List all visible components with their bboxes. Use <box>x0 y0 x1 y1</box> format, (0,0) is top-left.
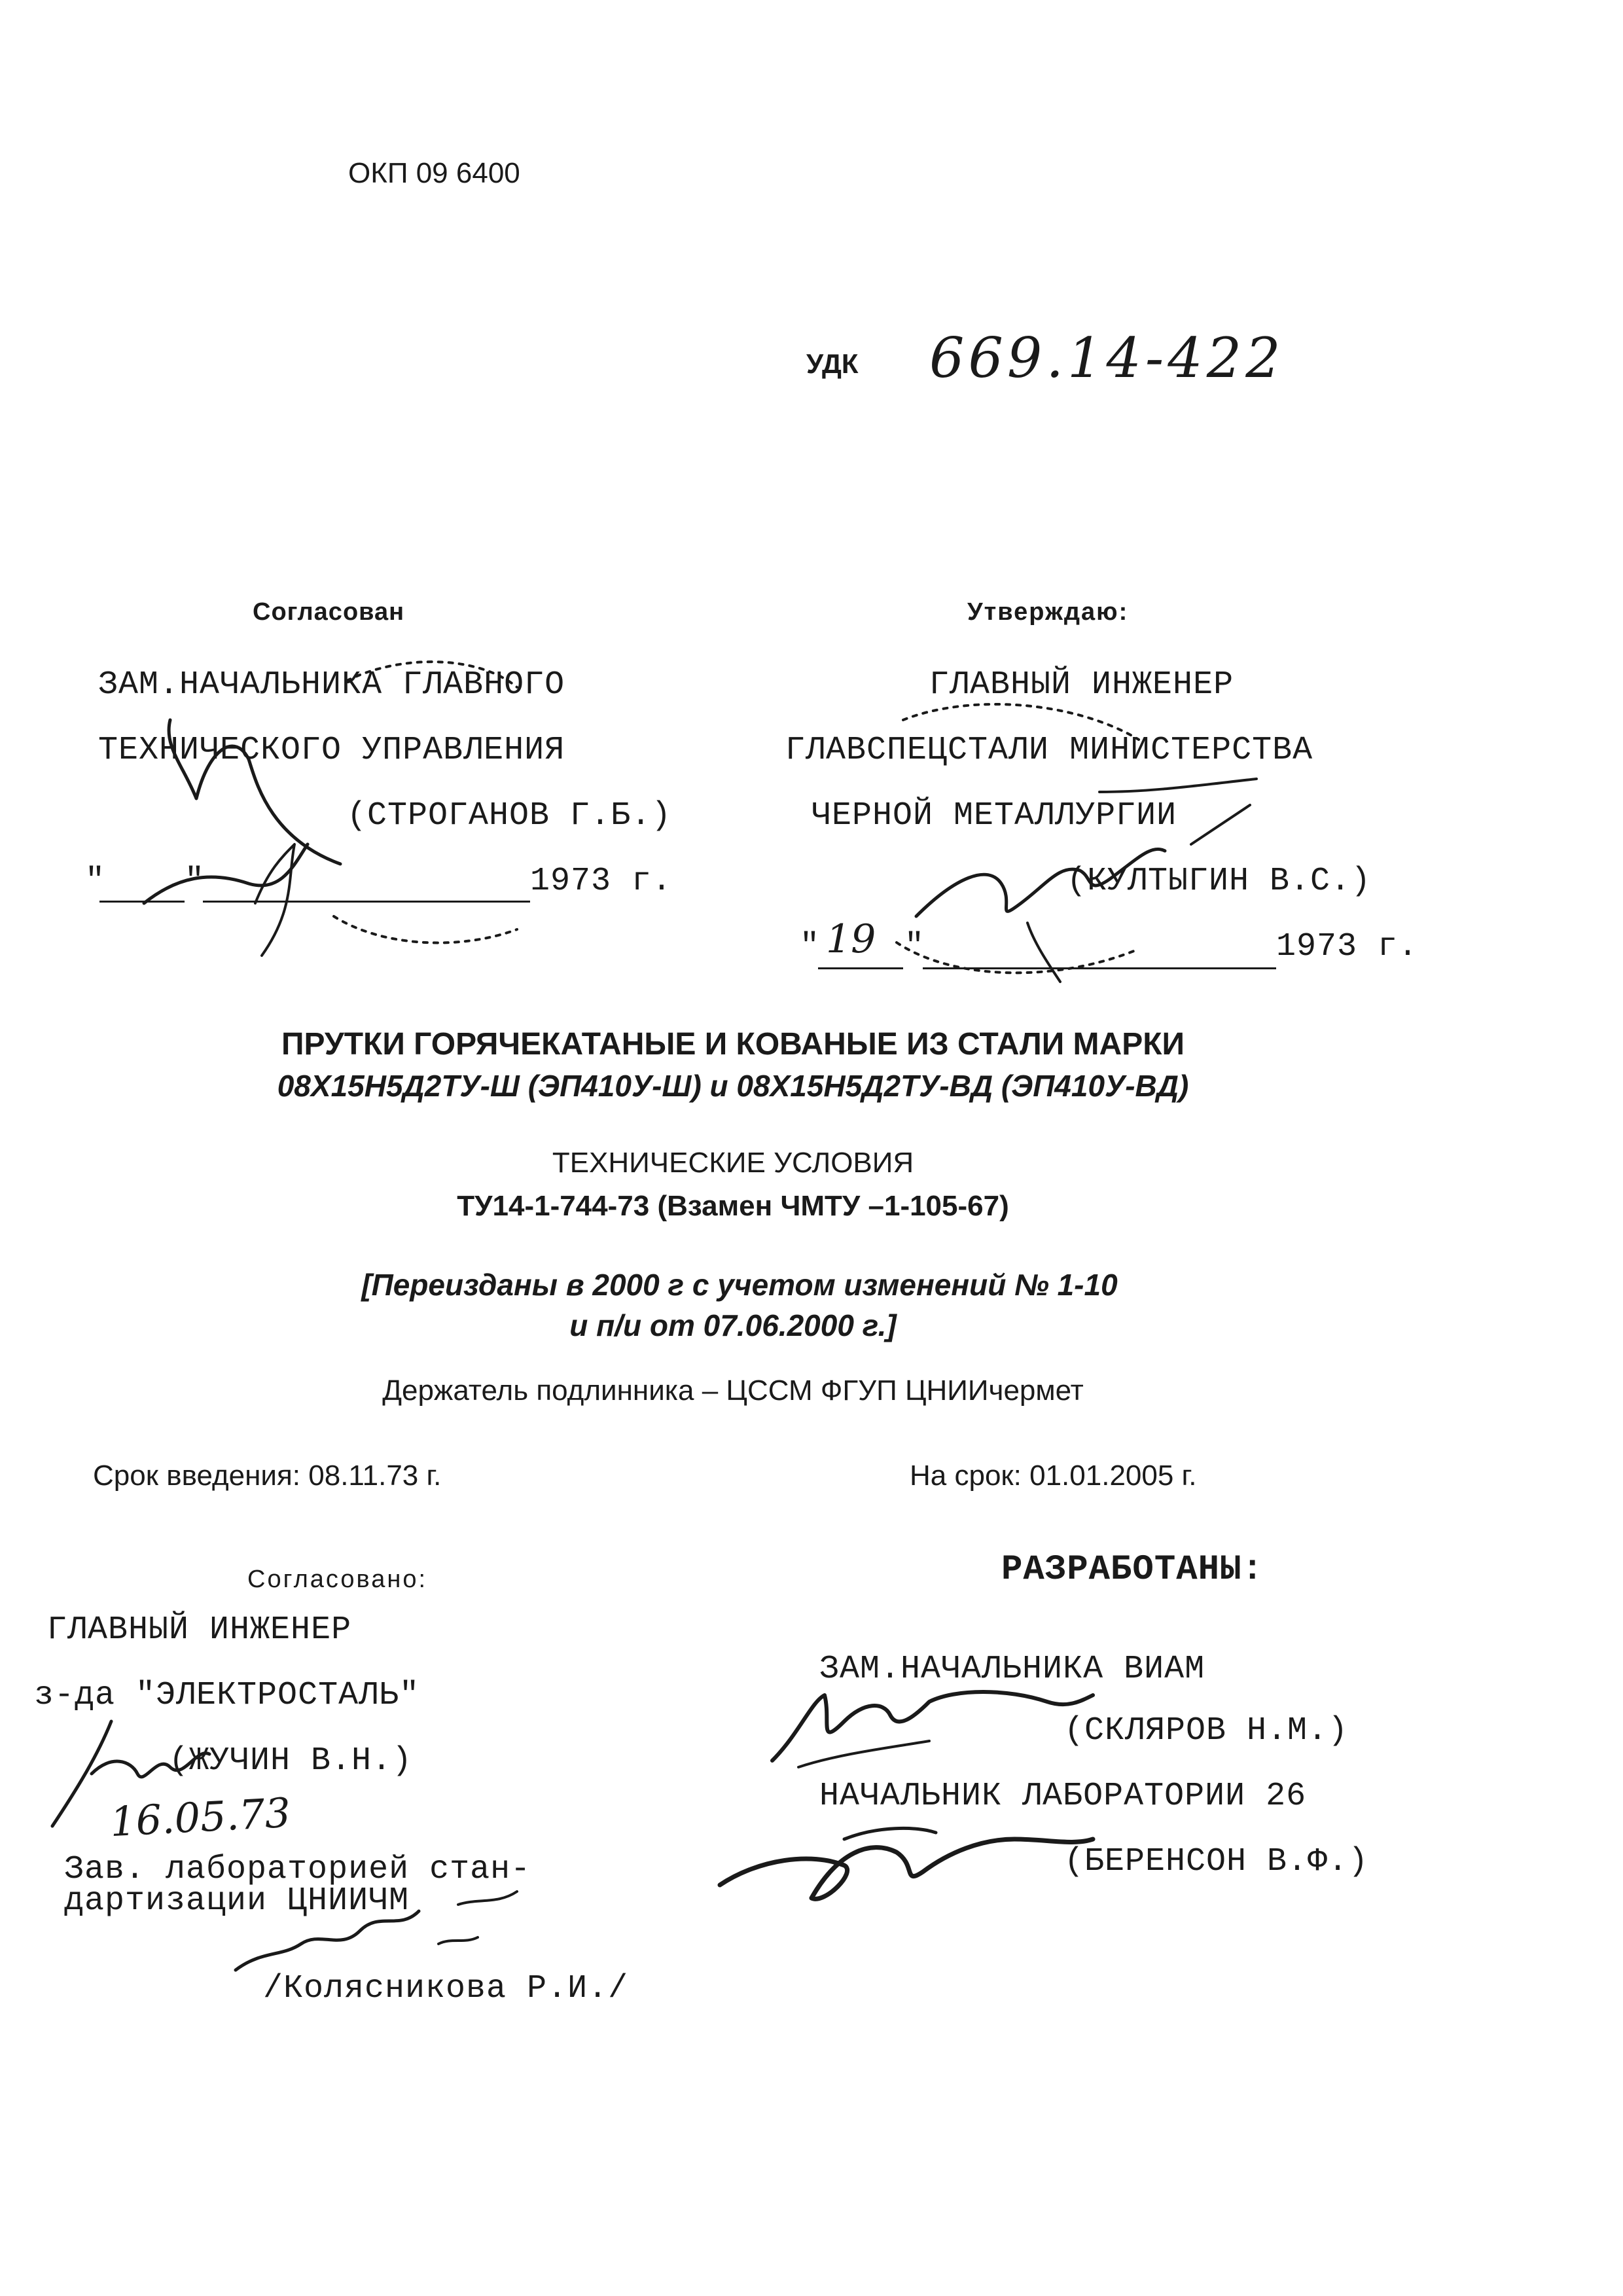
reissue-note-line2: и п/и от 07.06.2000 г.] <box>569 1308 897 1342</box>
top-right-date-open-quote: " <box>800 928 821 965</box>
bottom-right-name1: (СКЛЯРОВ Н.М.) <box>1064 1712 1349 1749</box>
effective-date: Срок введения: 08.11.73 г. <box>93 1460 442 1492</box>
bottom-left-lab-line2: дартизации ЦНИИЧМ <box>64 1882 410 1920</box>
bottom-left-handwritten-date: 16.05.73 <box>109 1788 292 1846</box>
udk-label: УДК <box>806 348 859 379</box>
validity-term: На срок: 01.01.2005 г. <box>910 1460 1197 1492</box>
bottom-right-line2: НАЧАЛЬНИК ЛАБОРАТОРИИ 26 <box>819 1778 1307 1815</box>
reissue-note-line1: [Переизданы в 2000 г с учетом изменений № 1-10 <box>361 1268 1118 1302</box>
top-right-signature-icon <box>903 766 1270 988</box>
bottom-left-line1: ГЛАВНЫЙ ИНЖЕНЕР <box>47 1611 352 1649</box>
top-left-name: (СТРОГАНОВ Г.Б.) <box>347 797 672 834</box>
udk-value: 669.14-422 <box>929 326 1285 390</box>
top-left-heading: Согласован <box>253 598 405 626</box>
document-number: ТУ14-1-744-73 (Взамен ЧМТУ –1-105-67) <box>457 1190 1009 1222</box>
top-left-signature-icon <box>124 707 399 956</box>
top-left-line2: ТЕХНИЧЕСКОГО УПРАВЛЕНИЯ <box>98 732 565 769</box>
top-left-date-open-quote: " <box>85 863 106 900</box>
top-right-line1: ГЛАВНЫЙ ИНЖЕНЕР <box>929 666 1234 704</box>
top-right-name: (КУЛТЫГИН В.С.) <box>1067 863 1372 900</box>
top-right-heading: Утверждаю: <box>967 598 1129 626</box>
document-title: ПРУТКИ ГОРЯЧЕКАТАНЫЕ И КОВАНЫЕ ИЗ СТАЛИ МАРКИ <box>281 1027 1185 1062</box>
top-right-line2: ГЛАВСПЕЦСТАЛИ МИНИСТЕРСТВА <box>785 732 1313 769</box>
document-grades: 08Х15Н5Д2ТУ-Ш (ЭП410У-Ш) и 08Х15Н5Д2ТУ-ВД (ЭП410У-ВД) <box>277 1069 1189 1103</box>
bottom-right-signature1-icon <box>759 1676 1099 1780</box>
top-right-line3: ЧЕРНОЙ МЕТАЛЛУРГИИ <box>812 797 1177 834</box>
top-right-date-close-quote: " <box>904 928 925 965</box>
bottom-right-signature2-icon <box>707 1813 1099 1924</box>
top-right-date-day: 19 <box>826 916 876 962</box>
bottom-left-line2: з-да "ЭЛЕКТРОСТАЛЬ" <box>34 1677 420 1714</box>
bottom-left-signature-icon <box>33 1715 255 1833</box>
document-type: ТЕХНИЧЕСКИЕ УСЛОВИЯ <box>552 1147 914 1179</box>
original-holder: Держатель подлинника – ЦССМ ФГУП ЦНИИчермет <box>382 1374 1084 1407</box>
bottom-left-lab-signature-icon <box>223 1885 537 2003</box>
bottom-left-name: (ЖУЧИН В.Н.) <box>169 1742 413 1780</box>
bottom-left-lab-line1: Зав. лабораторией стан- <box>64 1851 531 1888</box>
okp-code: ОКП 09 6400 <box>348 157 520 189</box>
bottom-left-lab-name: /Колясникова Р.И./ <box>263 1970 629 2007</box>
bottom-right-line1: ЗАМ.НАЧАЛЬНИКА ВИАМ <box>819 1651 1205 1688</box>
bottom-left-heading: Согласовано: <box>247 1566 428 1593</box>
top-left-date-close-quote: " <box>185 863 205 900</box>
bottom-right-heading: РАЗРАБОТАНЫ: <box>1001 1550 1264 1590</box>
bottom-right-name2: (БЕРЕНСОН В.Ф.) <box>1064 1843 1369 1880</box>
top-right-year: 1973 г. <box>1276 928 1419 965</box>
top-left-year: 1973 г. <box>530 863 673 900</box>
top-left-line1: ЗАМ.НАЧАЛЬНИКА ГЛАВНОГО <box>98 666 565 704</box>
